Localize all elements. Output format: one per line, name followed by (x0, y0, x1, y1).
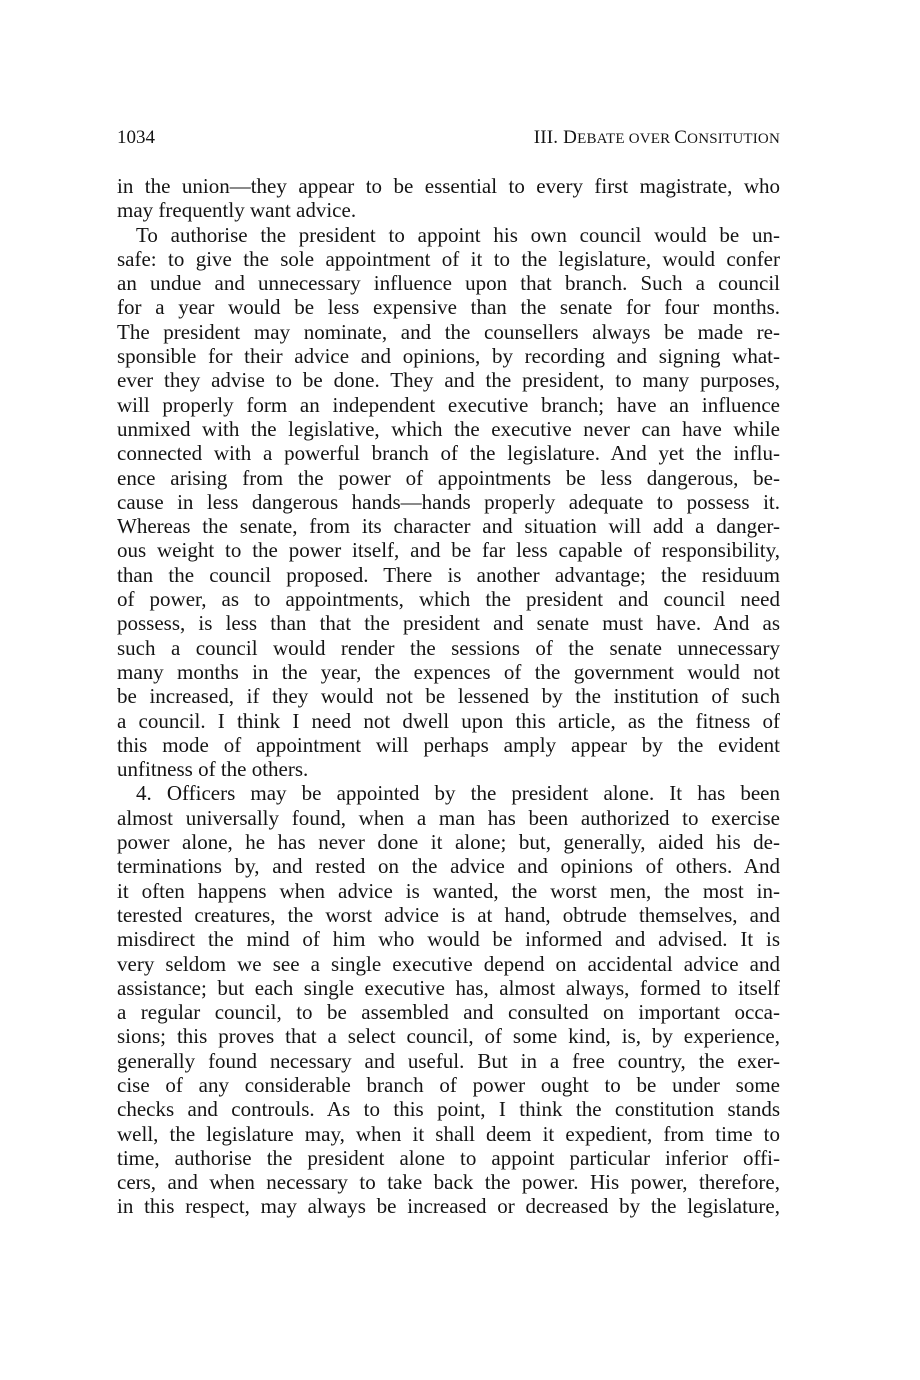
text-line: terested creatures, the worst advice is at hand, obtrude themselves, and (117, 902, 780, 927)
running-head (117, 124, 780, 152)
body-text (117, 174, 780, 1219)
text-line: generally found necessary and useful. But in a free country, the exer- (117, 1048, 780, 1073)
text-line: very seldom we see a single executive depend on accidental advice and (117, 951, 780, 976)
text-line: many months in the year, the expences of the government would not (117, 659, 780, 684)
chapter-title-part: III. D (533, 127, 578, 148)
text-line: ever they advise to be done. They and the president, to many purposes, (117, 368, 780, 393)
text-line: almost universally found, when a man has been authorized to exercise (117, 805, 780, 830)
text-line: well, the legislature may, when it shall deem it expedient, from time to (117, 1121, 780, 1146)
text-line: in the union—they appear to be essential to every first magistrate, who (117, 174, 780, 198)
text-line: unmixed with the legislative, which the executive never can have while (117, 416, 780, 441)
text-line: be increased, if they would not be lessened by the institution of such (117, 684, 780, 709)
text-line: possess, is less than that the president and senate must have. And as (117, 611, 780, 636)
text-line: a regular council, to be assembled and consulted on important occa- (117, 1000, 780, 1025)
text-line: unfitness of the others. (117, 757, 309, 782)
chapter-title-part: EBATE OVER (577, 131, 675, 147)
text-line: checks and controuls. As to this point, I think the constitution stands (117, 1097, 780, 1122)
text-line: will properly form an independent executive branch; have an influence (117, 392, 780, 417)
page-number: 1034 (117, 127, 155, 148)
text-line: of power, as to appointments, which the president and council need (117, 587, 780, 612)
text-line: for a year would be less expensive than the senate for four months. (117, 295, 780, 320)
text-line: it often happens when advice is wanted, the worst men, the most in- (117, 878, 780, 903)
text-line: in this respect, may always be increased or decreased by the legislature, (117, 1194, 780, 1219)
text-line: than the council proposed. There is another advantage; the residuum (117, 562, 780, 587)
text-line: safe: to give the sole appointment of it to the legislature, would confer (117, 246, 780, 271)
text-line: The president may nominate, and the counsellers always be made re- (117, 319, 780, 344)
text-line: cise of any considerable branch of power ought to be under some (117, 1072, 780, 1097)
text-line: terminations by, and rested on the advice and opinions of others. And (117, 854, 780, 879)
text-line: such a council would render the sessions of the senate unnecessary (117, 635, 780, 660)
text-line: cers, and when necessary to take back the power. His power, therefore, (117, 1170, 780, 1195)
text-line: 4. Officers may be appointed by the president alone. It has been (136, 781, 780, 806)
text-line: connected with a powerful branch of the legislature. And yet the influ- (117, 441, 780, 466)
text-line: this mode of appointment will perhaps amply appear by the evident (117, 732, 780, 757)
text-line: To authorise the president to appoint his own council would be un- (136, 222, 780, 247)
text-line: time, authorise the president alone to appoint particular inferior offi- (117, 1145, 780, 1170)
text-line: ence arising from the power of appointments be less dangerous, be- (117, 465, 780, 490)
text-line: Whereas the senate, from its character and situation will add a danger- (117, 514, 780, 539)
text-line: ous weight to the power itself, and be far less capable of responsibility, (117, 538, 780, 563)
text-line: may frequently want advice. (117, 198, 357, 223)
chapter-title-part: C (674, 127, 688, 148)
text-line: cause in less dangerous hands—hands properly adequate to possess it. (117, 489, 780, 514)
text-line: misdirect the mind of him who would be informed and advised. It is (117, 927, 780, 952)
text-line: power alone, he has never done it alone; but, generally, aided his de- (117, 830, 780, 855)
text-line: sponsible for their advice and opinions, by recording and signing what- (117, 344, 780, 369)
chapter-title (534, 124, 780, 153)
text-line: a council. I think I need not dwell upon this article, as the fitness of (117, 708, 780, 733)
text-line: assistance; but each single executive has, almost always, formed to itself (117, 975, 780, 1000)
text-line: sions; this proves that a select council, of some kind, is, by experience, (117, 1024, 780, 1049)
text-line: an undue and unnecessary influence upon that branch. Such a council (117, 271, 780, 296)
chapter-title-part: ONSITUTION (687, 131, 780, 147)
